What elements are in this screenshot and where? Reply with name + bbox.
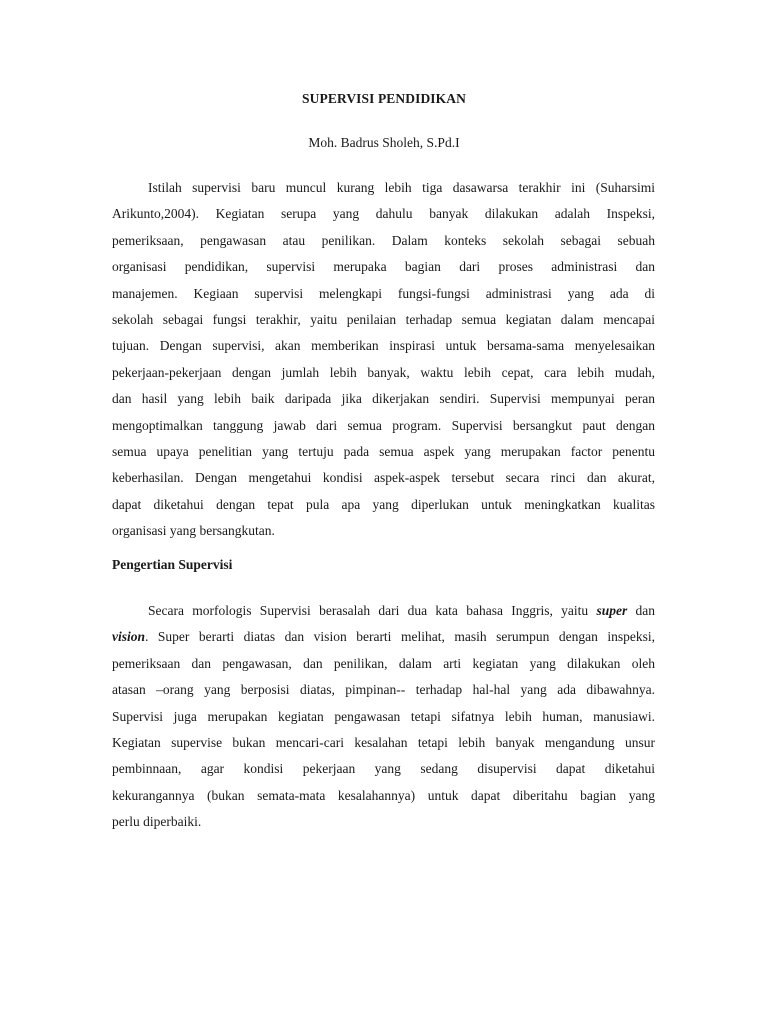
paragraph-line: Istilah supervisi baru muncul kurang lebih tiga dasawarsa terakhir ini (Suharsimi xyxy=(148,180,655,195)
paragraph-line: pembinnaan, agar kondisi pekerjaan yang sedang disupervisi dapat diketahui xyxy=(112,761,655,777)
paragraph-line: atasan –orang yang berposisi diatas, pimpinan-- terhadap hal-hal yang ada dibawahnya. xyxy=(112,682,655,698)
paragraph-line: perlu diperbaiki. xyxy=(112,814,202,830)
paragraph-line: keberhasilan. Dengan mengetahui kondisi aspek-aspek tersebut secara rinci dan akurat, xyxy=(112,470,655,486)
paragraph-line: tujuan. Dengan supervisi, akan memberikan inspirasi untuk bersama-sama menyelesaikan xyxy=(112,338,655,354)
paragraph-line: semua upaya penelitian yang tertuju pada semua aspek yang merupakan factor penentu xyxy=(112,443,655,459)
paragraph-line: organisasi yang bersangkutan. xyxy=(112,523,275,539)
paragraph-line: pekerjaan-pekerjaan dengan jumlah lebih banyak, waktu lebih cepat, cara lebih mudah, xyxy=(112,364,655,380)
document-title: SUPERVISI PENDIDIKAN xyxy=(302,91,466,106)
emphasis-term-super: super xyxy=(596,603,628,618)
paragraph-intro xyxy=(112,175,655,544)
paragraph-line: Kegiatan supervise bukan mencari-cari kesalahan tetapi lebih banyak mengandung unsur xyxy=(112,734,655,750)
document-author: Moh. Badrus Sholeh, S.Pd.I xyxy=(308,135,460,150)
paragraph-line: organisasi pendidikan, supervisi merupaka bagian dari proses administrasi dan xyxy=(112,259,655,275)
paragraph-line: Supervisi juga merupakan kegiatan pengawasan tetapi sifatnya lebih human, manusiawi. xyxy=(112,708,655,724)
text-run: dan xyxy=(627,603,655,618)
paragraph-line: sekolah sebagai fungsi terakhir, yaitu penilaian terhadap semua kegiatan dalam mencapai xyxy=(112,311,655,327)
paragraph-line: manajemen. Kegiaan supervisi melengkapi fungsi-fungsi administrasi yang ada di xyxy=(112,285,655,301)
paragraph-line: mengoptimalkan tanggung jawab dari semua program. Supervisi bersangkut paut dengan xyxy=(112,417,655,433)
section-heading: Pengertian Supervisi xyxy=(112,557,233,572)
paragraph-line: pemeriksaan dan pengawasan, dan penilikan, dalam arti kegiatan yang dilakukan oleh xyxy=(112,655,655,671)
paragraph-definition xyxy=(112,598,655,836)
paragraph-line: dan hasil yang lebih baik daripada jika dikerjakan sendiri. Supervisi mempunyai peran xyxy=(112,391,655,407)
text-run: Secara morfologis Supervisi berasalah dari dua kata bahasa Inggris, yaitu xyxy=(148,603,597,618)
paragraph-line: kekurangannya (bukan semata-mata kesalahannya) untuk dapat diberitahu bagian yang xyxy=(112,787,655,803)
paragraph-line xyxy=(112,598,655,624)
paragraph-line: pemeriksaan, pengawasan atau penilikan. Dalam konteks sekolah sebagai sebuah xyxy=(112,232,655,248)
paragraph-line xyxy=(112,624,655,650)
paragraph-line: dapat diketahui dengan tepat pula apa yang diperlukan untuk meningkatkan kualitas xyxy=(112,496,655,512)
text-run: . Super berarti diatas dan vision berarti melihat, masih serumpun dengan inspeksi, xyxy=(145,629,655,645)
emphasis-term-vision: vision xyxy=(112,629,146,645)
paragraph-line: Arikunto,2004). Kegiatan serupa yang dahulu banyak dilakukan adalah Inspeksi, xyxy=(112,206,655,222)
